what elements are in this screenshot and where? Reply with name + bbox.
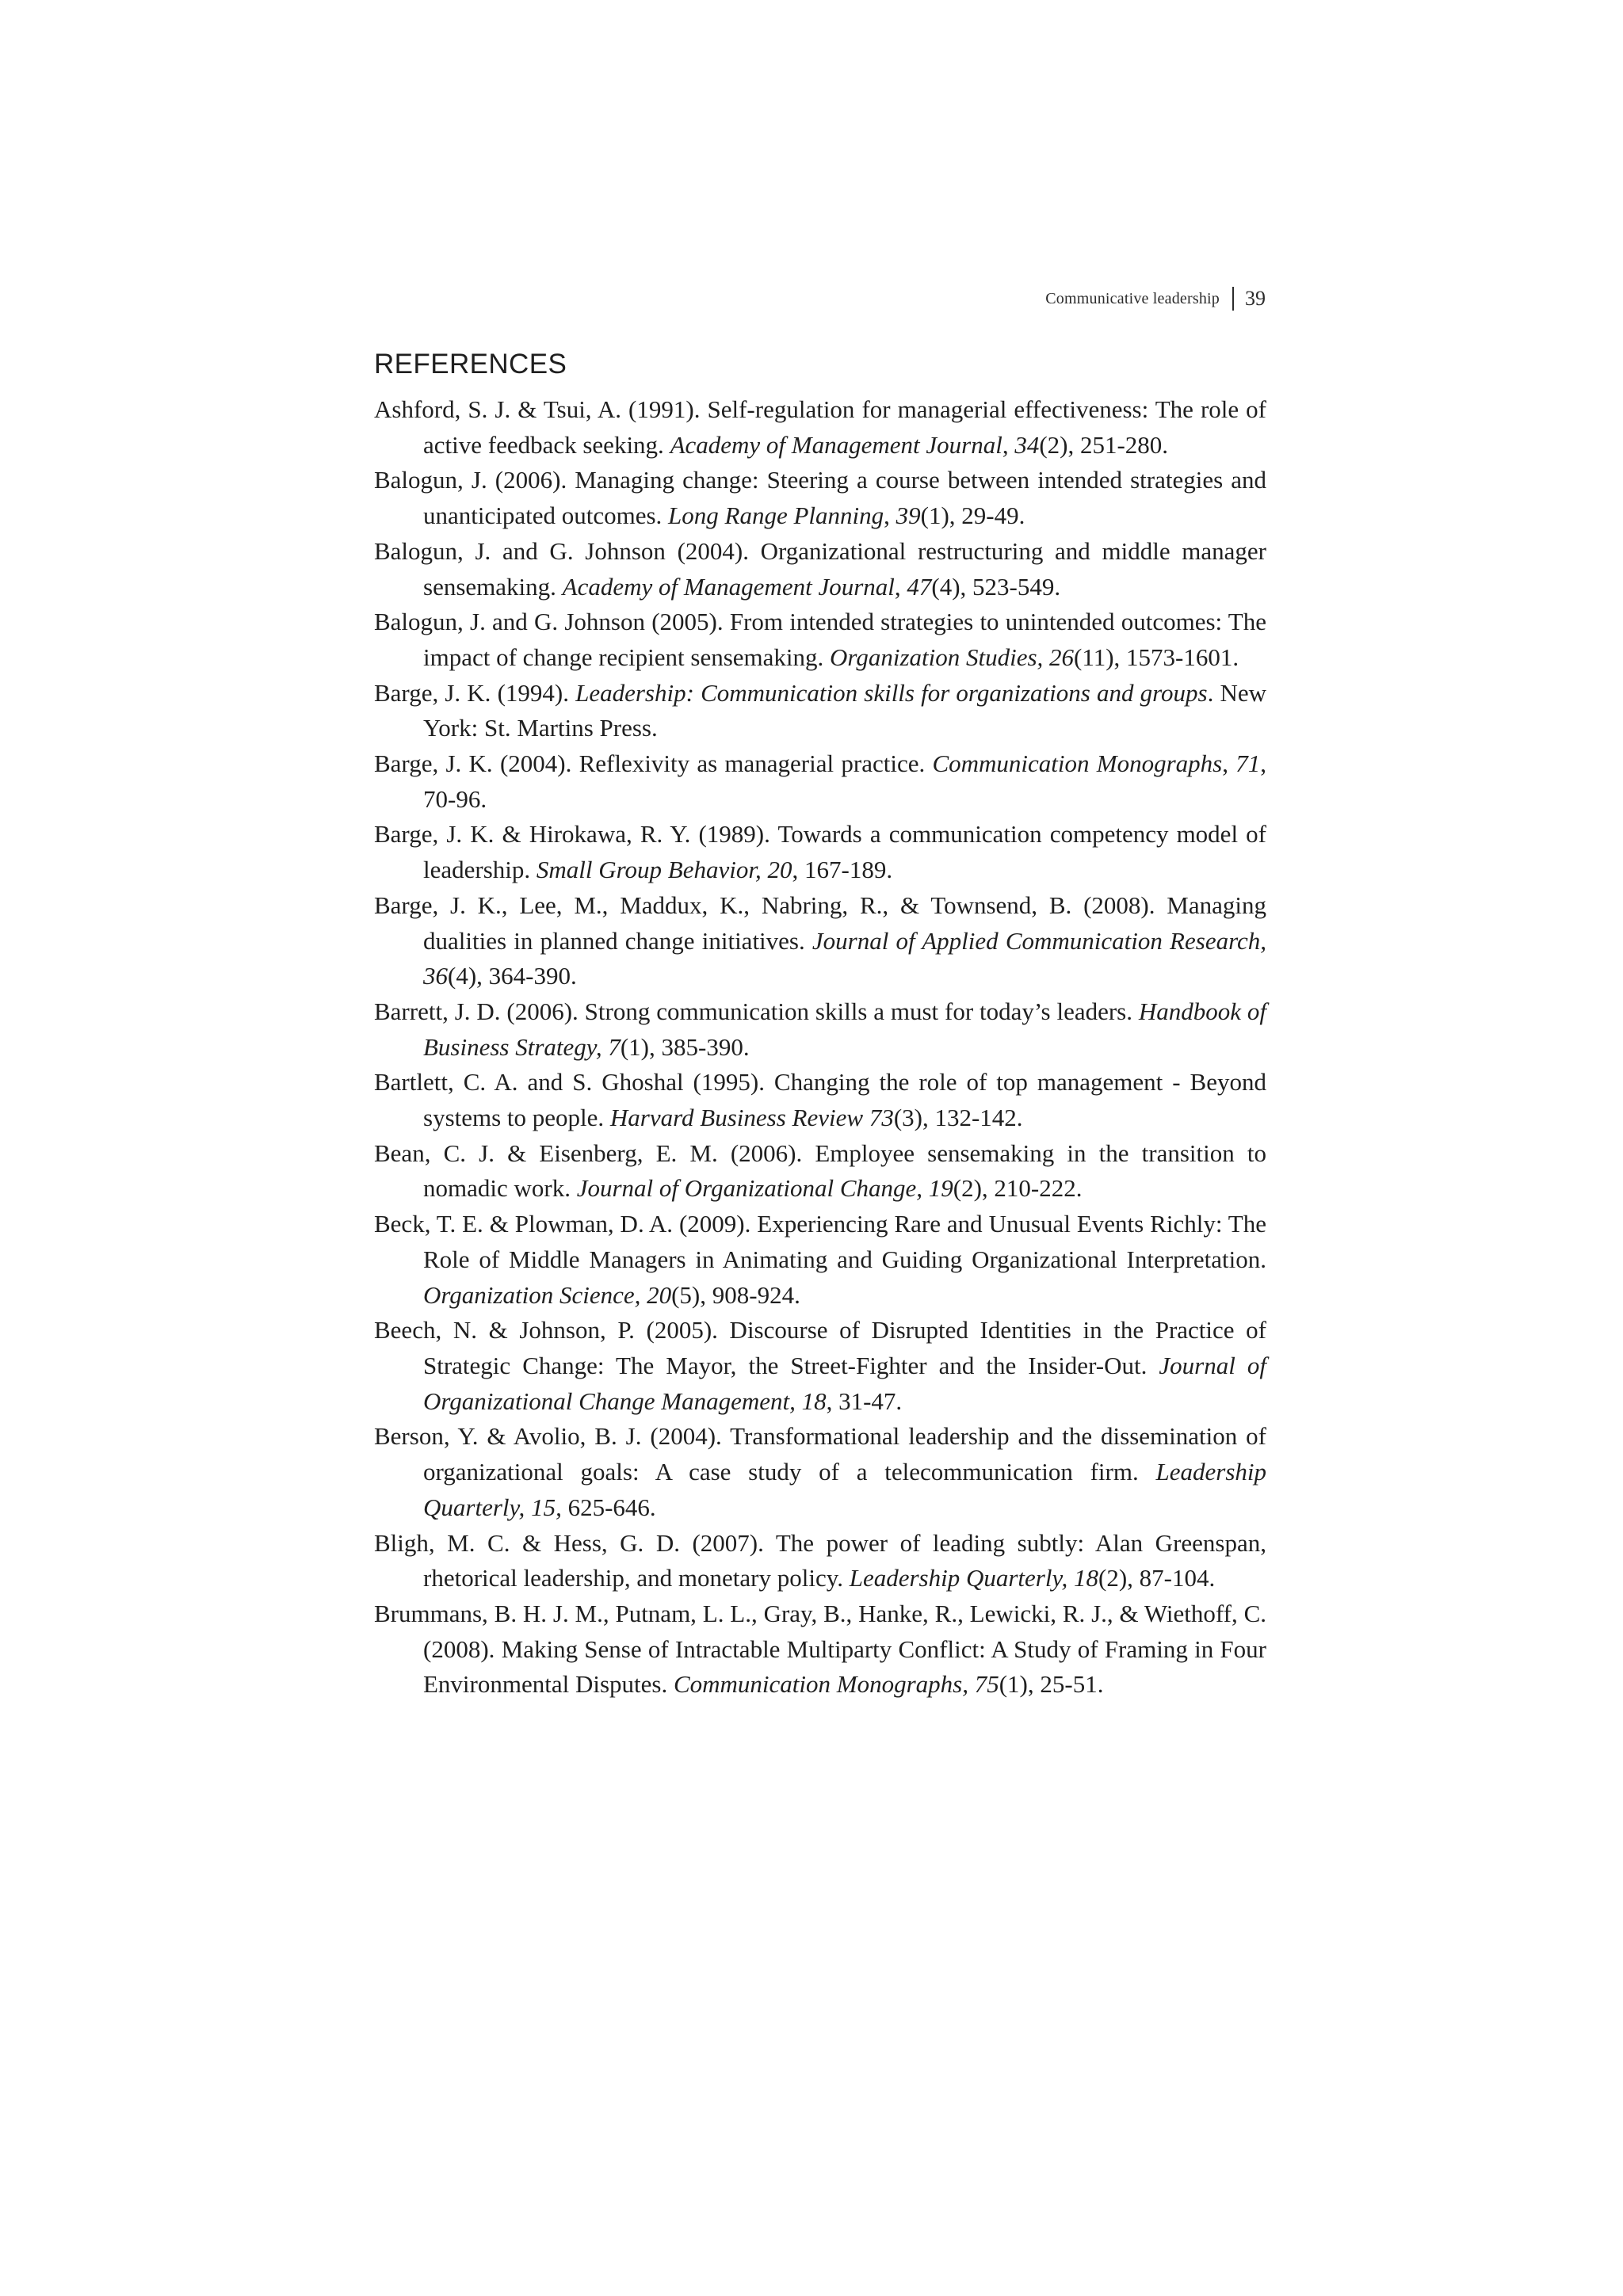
- reference-entry: Bligh, M. C. & Hess, G. D. (2007). The power of leading subtly: Alan Greenspan, rhetorical leadership, and monetary policy. Leadership Quarterly, 18(2), 87-104.: [374, 1528, 1266, 1592]
- reference-entry: Berson, Y. & Avolio, B. J. (2004). Transformational leadership and the dissemination of organizational goals: A case study of a telecommunication firm. Leadership Quarterly, 15, 625-646.: [374, 1422, 1266, 1521]
- reference-entry: Bean, C. J. & Eisenberg, E. M. (2006). Employee sensemaking in the transition to nomadic work. Journal of Organizational Change, 19(2), 210-222.: [374, 1138, 1266, 1203]
- running-title: Communicative leadership: [1045, 289, 1220, 307]
- reference-entry: Balogun, J. (2006). Managing change: Steering a course between intended strategies and unanticipated outcomes. Long Range Planning, 39(1), 29-49.: [374, 466, 1266, 530]
- reference-entry: Balogun, J. and G. Johnson (2005). From intended strategies to unintended outcomes: The impact of change recipient sensemaking. Organization Studies, 26(11), 1573-1601.: [374, 608, 1266, 671]
- running-header: [1045, 283, 1266, 315]
- reference-entry: Barge, J. K. (2004). Reflexivity as managerial practice. Communication Monographs, 71, 70-96.: [374, 749, 1267, 813]
- reference-entry: Bartlett, C. A. and S. Ghoshal (1995). Changing the role of top management - Beyond systems to people. Harvard Business Review 73(3), 132-142.: [374, 1068, 1266, 1132]
- reference-list: [374, 392, 1266, 1703]
- reference-entry: Beech, N. & Johnson, P. (2005). Discourse of Disrupted Identities in the Practice of Strategic Change: The Mayor, the Street-Fighter and the Insider-Out. Journal of Organizational Change Management, 18, 31-47.: [374, 1316, 1266, 1415]
- reference-entry: Beck, T. E. & Plowman, D. A. (2009). Experiencing Rare and Unusual Events Richly: The Role of Middle Managers in Animating and Guiding Organizational Interpretation. Organization Science, 20(5), 908-924.: [374, 1210, 1266, 1309]
- reference-entry: Brummans, B. H. J. M., Putnam, L. L., Gray, B., Hanke, R., Lewicki, R. J., & Wiethoff, C. (2008). Making Sense of Intractable Multiparty Conflict: A Study of Framing in Four Environmental Disputes. Communication Monographs, 75(1), 25-51.: [374, 1599, 1266, 1699]
- reference-entry: Barge, J. K., Lee, M., Maddux, K., Nabring, R., & Townsend, B. (2008). Managing dualities in planned change initiatives. Journal of Applied Communication Research, 36(4), 364-390.: [374, 891, 1266, 990]
- reference-entry: Barge, J. K. & Hirokawa, R. Y. (1989). Towards a communication competency model of leadership. Small Group Behavior, 20, 167-189.: [374, 820, 1266, 884]
- reference-entry: Balogun, J. and G. Johnson (2004). Organizational restructuring and middle manager sensemaking. Academy of Management Journal, 47(4), 523-549.: [374, 536, 1266, 601]
- header-separator: [1232, 287, 1234, 311]
- section-heading: REFERENCES: [374, 349, 567, 379]
- reference-entry: Barge, J. K. (1994). Leadership: Communication skills for organizations and groups. New York: St. Martins Press.: [374, 678, 1266, 742]
- reference-entry: Ashford, S. J. & Tsui, A. (1991). Self-regulation for managerial effectiveness: The role of active feedback seeking. Academy of Management Journal, 34(2), 251-280.: [374, 395, 1266, 459]
- page-number: 39: [1245, 287, 1266, 310]
- reference-entry: Barrett, J. D. (2006). Strong communication skills a must for today’s leaders. Handbook of Business Strategy, 7(1), 385-390.: [374, 997, 1267, 1061]
